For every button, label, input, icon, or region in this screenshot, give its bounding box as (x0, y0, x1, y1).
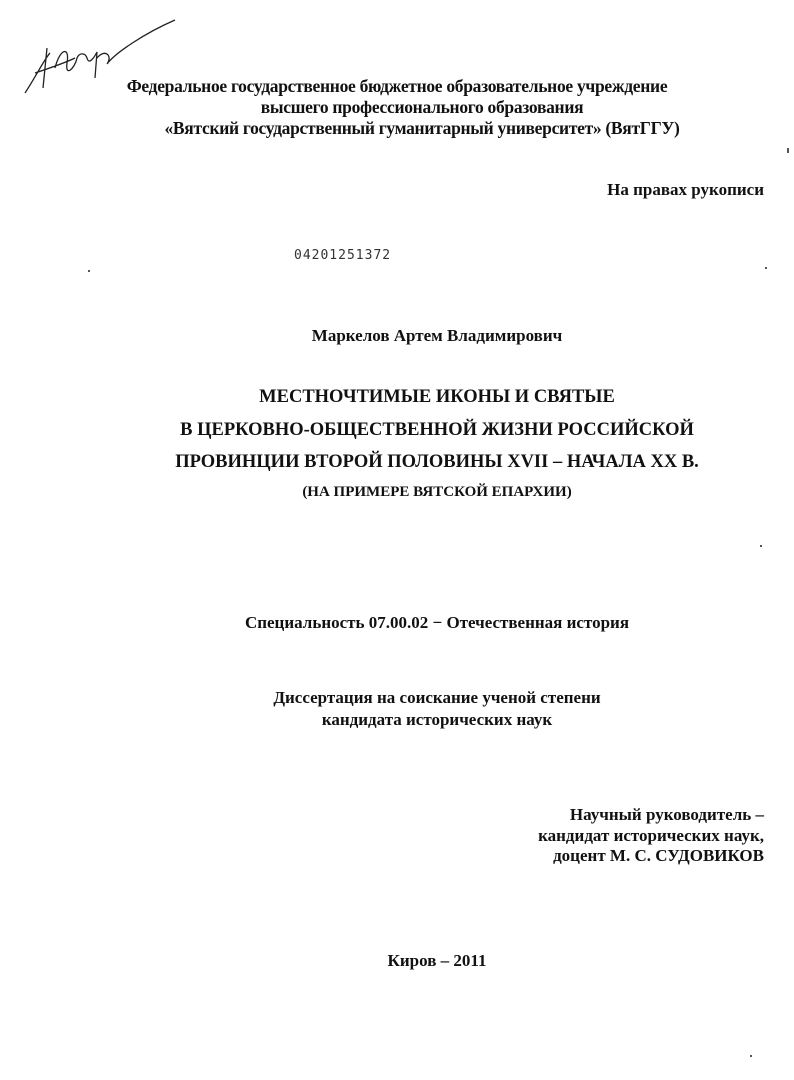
degree-line-2: кандидата исторических наук (321, 710, 553, 729)
manuscript-note: На правах рукописи (607, 180, 764, 199)
supervisor-line-3: доцент М. С. СУДОВИКОВ (553, 846, 764, 865)
scan-speck (765, 267, 767, 269)
place-year: Киров – 2011 (387, 951, 487, 970)
title-line-3: ПРОВИНЦИИ ВТОРОЙ ПОЛОВИНЫ XVII – НАЧАЛА XX В. (175, 452, 699, 472)
institution-line-2: высшего профессионального образования (260, 97, 584, 117)
scan-speck (750, 1055, 752, 1057)
title-line-2: В ЦЕРКОВНО-ОБЩЕСТВЕННОЙ ЖИЗНИ РОССИЙСКОЙ (180, 420, 694, 440)
supervisor-line-1: Научный руководитель – (569, 805, 764, 824)
author-name: Маркелов Артем Владимирович (311, 326, 563, 345)
title-subtitle: (НА ПРИМЕРЕ ВЯТСКОЙ ЕПАРХИИ) (302, 484, 572, 500)
supervisor-line-2: кандидат исторических наук, (538, 826, 764, 845)
scan-speck (787, 148, 789, 153)
degree-line-1: Диссертация на соискание ученой степени (273, 688, 601, 707)
institution-line-1: Федеральное государственное бюджетное образовательное учреждение (126, 76, 668, 96)
institution-line-3: «Вятский государственный гуманитарный университет» (ВятГГУ) (164, 118, 680, 138)
scan-speck (760, 545, 762, 547)
specialty: Специальность 07.00.02 − Отечественная история (244, 613, 630, 632)
title-line-1: МЕСТНОЧТИМЫЕ ИКОНЫ И СВЯТЫЕ (259, 387, 615, 407)
registration-number: 04201251372 (294, 248, 392, 263)
scan-speck (88, 270, 90, 272)
